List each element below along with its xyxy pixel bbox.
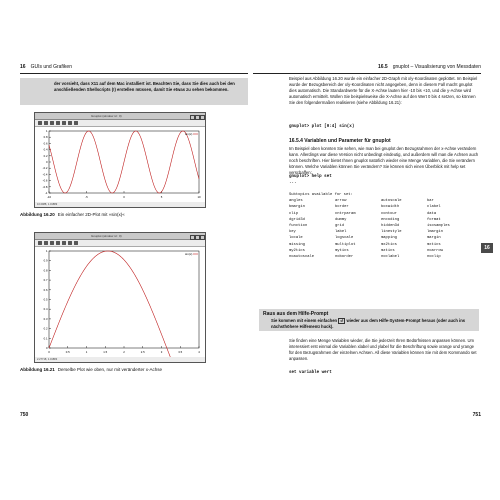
window-title-bar — [35, 113, 205, 120]
x-tick-label: -5 — [85, 195, 88, 199]
paragraph-intro: Beispiel aus Abbildung 16.20 wurde ein einfacher 2D-Graph mit x/y-Koordinaten geplottet. Im Beispiel wurde der Bezugsbereich der x/y-Koordinaten nicht angegeben, denn in diesem Fall macht gnuplot dies automatisch. Die Standardwerte für die X-Achse lauten hier -10 bis +10, und die y-Achse wird automatisch ermittelt. Wollen Sie beispielsweise die X-Achse auf den Wert 0 bis 4 setzen, so können Sie den folgendermaßen realisieren (siehe Abbildung 16.21): — [289, 76, 478, 106]
toolbar-icon[interactable] — [56, 121, 60, 125]
variable-name: function — [289, 224, 308, 229]
hint-box — [259, 309, 479, 331]
window-title: Gnuplot (window id : 0) — [91, 114, 122, 118]
variable-name: arrow — [335, 199, 347, 204]
y-tick-label: 0.2 — [43, 326, 48, 331]
y-tick-label: 0 — [45, 160, 48, 164]
series-line-sin-x — [49, 131, 199, 193]
x-tick-label: 1 — [85, 350, 88, 354]
y-tick-label: 0.7 — [43, 278, 48, 283]
x-tick-label: 0 — [48, 350, 50, 354]
paragraph-variables: Im Beispiel oben konnten Sie sehen, wie man bei gnuplot den Bezugsrahmen der x-Achse verändern kann. Allerdings war diese Version nicht unbedingt eindeutig, und außerdem will man die Achsen auch noch beschriften. Hier bietet Ihnen gnuplot natürlich wieder eine Menge Variablen, die Sie verändern können. Welche Variablen können Sie verändern? Sie können sich einen Überblick mit help set verschaffen: — [289, 146, 479, 176]
code-plot-command: gnuplot> plot [0:4] sin(x) — [289, 125, 355, 129]
toolbar-icon[interactable] — [74, 121, 78, 125]
variable-name: mxtics — [427, 242, 441, 247]
toolbar-icon[interactable] — [50, 241, 54, 245]
window-status: 10.0988, 1.01889 — [37, 203, 58, 206]
gnuplot-window-2 — [34, 232, 206, 363]
code-help-set: gnuplot> help set — [289, 175, 332, 179]
y-tick-label: 0.6 — [43, 141, 48, 146]
y-tick-label: 0.3 — [43, 316, 48, 321]
toolbar-icon[interactable] — [68, 241, 72, 245]
hint-title: Raus aus dem Hilfe-Prompt — [263, 311, 329, 317]
y-tick-label: 1 — [45, 249, 48, 253]
variable-name: logscale — [335, 236, 354, 241]
variable-name: grid — [335, 224, 345, 229]
variable-name: data — [427, 211, 437, 216]
y-tick-label: -0.6 — [42, 178, 48, 183]
variable-name: margin — [427, 236, 441, 241]
section-heading — [289, 138, 479, 144]
note-box — [20, 78, 248, 105]
variable-name: multiplot — [335, 242, 356, 247]
variable-name: lmargin — [427, 230, 443, 235]
left-running-header — [20, 62, 248, 74]
window-toolbar — [35, 120, 205, 127]
paragraph-xlabel: Sie finden eine Menge Variablen wieder, die Sie jederzeit Ihren Bedürfnissen anpassen können. Um interessiert erst einmal die Variablen xlabel und ylabel für die Beschriftung sowie xrange und yrange für den Bezugsrahmen der einzelnen Achsen. All diese Variablen können Sie mit dem Kommando set anpassen. — [289, 338, 477, 362]
right-header-title: gnuplot – Visualisierung von Messdaten — [392, 64, 481, 70]
variable-name: border — [335, 205, 349, 210]
section-number: 16.5.4 — [289, 138, 303, 144]
caption-number: Abbildung 16.21 — [20, 367, 55, 372]
variable-name: dummy — [335, 217, 347, 222]
x-tick-label: 5 — [160, 195, 163, 199]
note-text: der vorsieht, dass X11 auf dem Mac installiert ist. Beachten Sie, dass Sie dies auch bei den anschließenden Shellscripts (!) erstellen müssen, damit Sie etwas zu sehen bekommen. — [54, 81, 235, 92]
x-tick-label: 1.5 — [103, 350, 108, 354]
x-tick-label: 10 — [197, 195, 201, 199]
figure-caption-2 — [20, 367, 248, 373]
y-tick-label: 1 — [45, 129, 48, 133]
variable-name: label — [335, 230, 347, 235]
code-ellipsis: ... — [289, 181, 297, 185]
enter-key-icon: ⏎ — [340, 319, 344, 323]
sin-plot-default — [35, 127, 205, 202]
variable-name: mytics — [335, 248, 349, 253]
close-icon[interactable] — [200, 235, 205, 240]
x-tick-label: 2.5 — [140, 350, 145, 354]
y-tick-label: 0.8 — [43, 135, 48, 140]
toolbar-icon[interactable] — [62, 121, 66, 125]
right-page — [253, 62, 481, 418]
variable-name: mx2tics — [381, 242, 397, 247]
variable-name: contour — [381, 211, 397, 216]
variable-name: isosamples — [427, 224, 450, 229]
window-title-bar — [35, 233, 205, 240]
window-title: Gnuplot (window id : 0) — [91, 234, 122, 238]
variable-name: noclip — [427, 255, 441, 260]
window-status: 2.27718, 1.01883 — [37, 358, 58, 361]
y-tick-label: 0.2 — [43, 153, 48, 158]
x-tick-label: 4 — [198, 350, 200, 354]
window-toolbar — [35, 240, 205, 247]
caption-text: Ein einfacher 2D-Plot mit »sin(x)« — [57, 212, 125, 217]
variable-name: boxwidth — [381, 205, 400, 210]
variable-name: encoding — [381, 217, 400, 222]
y-tick-label: -0.2 — [42, 166, 48, 171]
variable-name: bar — [427, 199, 434, 204]
plot-frame — [49, 251, 199, 348]
variable-name: clip — [289, 211, 299, 216]
listing-title: Subtopics available for set: — [289, 193, 353, 197]
close-icon[interactable] — [200, 115, 205, 120]
variable-name: my2tics — [289, 248, 305, 253]
variable-name: noborder — [335, 255, 354, 260]
y-tick-label: 0.4 — [43, 147, 48, 152]
legend-label: sin(x) — [185, 132, 193, 136]
x-tick-label: 3 — [160, 350, 163, 354]
left-header-chapter: 16 — [20, 64, 26, 70]
y-tick-label: 0.5 — [43, 297, 48, 302]
toolbar-icon[interactable] — [68, 121, 72, 125]
left-page-number: 750 — [20, 412, 29, 418]
variable-name: noclabel — [381, 255, 400, 260]
x-tick-label: 2 — [123, 350, 125, 354]
variable-name: missing — [289, 242, 305, 247]
caption-number: Abbildung 16.20 — [20, 212, 55, 217]
x-tick-label: 3.5 — [178, 350, 183, 354]
caption-text: Derselbe Plot wie oben, nur mit veränderter x-Achse — [57, 367, 163, 372]
variable-name: dgrid3d — [289, 217, 305, 222]
listing-row — [289, 254, 473, 260]
toolbar-icon[interactable] — [50, 121, 54, 125]
y-tick-label: -0.4 — [42, 172, 48, 177]
sin-plot-range-0-4 — [35, 247, 205, 357]
variable-name: format — [427, 217, 441, 222]
gnuplot-window-1 — [34, 112, 206, 208]
variable-name: cntrparam — [335, 211, 356, 216]
y-tick-label: 0.6 — [43, 287, 48, 292]
toolbar-icon[interactable] — [44, 121, 48, 125]
left-page — [20, 62, 248, 418]
code-set-variable: set variable wert — [289, 371, 332, 375]
figure-caption-1 — [20, 212, 248, 218]
variable-name: bmargin — [289, 205, 305, 210]
variable-name: hidden3d — [381, 224, 400, 229]
right-page-number: 751 — [472, 412, 481, 418]
y-tick-label: 0.9 — [43, 258, 48, 263]
toolbar-icon[interactable] — [56, 241, 60, 245]
variable-name: angles — [289, 199, 303, 204]
toolbar-icon[interactable] — [62, 241, 66, 245]
y-tick-label: 0.4 — [43, 307, 48, 312]
variable-name: locale — [289, 236, 303, 241]
x-tick-label: -10 — [46, 195, 52, 199]
hint-text — [271, 318, 471, 330]
y-tick-label: 0.8 — [43, 268, 48, 273]
x-tick-label: 0 — [123, 195, 125, 199]
toolbar-icon[interactable] — [38, 121, 42, 125]
y-tick-label: 0 — [45, 346, 48, 350]
y-tick-label: -1 — [45, 191, 48, 195]
right-header-section: 16.5 — [377, 64, 388, 70]
hint-text-a: Sie kommen mit einem einfachen — [271, 318, 338, 323]
legend-label: sin(x) — [185, 252, 193, 256]
variable-name: noarrow — [427, 248, 443, 253]
section-title: Variablen und Parameter für gnuplot — [304, 138, 391, 144]
variable-name: noautoscale — [289, 255, 315, 260]
series-line-sin-x — [49, 251, 199, 357]
chapter-thumb-tab: 16 — [481, 243, 493, 253]
listing-rows — [289, 198, 473, 260]
variable-name: mapping — [381, 236, 397, 241]
set-variables-listing — [289, 192, 473, 260]
hint-text-b: wieder aus dem Hilfe-System-Prompt heraus (oder auch ins nächsthöhere Hilfemenü huck). — [271, 318, 466, 329]
variable-name: mztics — [381, 248, 395, 253]
variable-name: key — [289, 230, 296, 235]
y-tick-label: -0.8 — [42, 184, 48, 189]
right-running-header — [253, 62, 481, 74]
toolbar-icon[interactable] — [38, 241, 42, 245]
left-header-title: GUIs und Grafiken — [30, 64, 72, 70]
variable-name: linestyle — [381, 230, 402, 235]
variable-name: autoscale — [381, 199, 402, 204]
variable-name: clabel — [427, 205, 441, 210]
x-tick-label: 0.5 — [65, 350, 70, 354]
toolbar-icon[interactable] — [44, 241, 48, 245]
y-tick-label: 0.1 — [43, 336, 48, 341]
toolbar-icon[interactable] — [74, 241, 78, 245]
